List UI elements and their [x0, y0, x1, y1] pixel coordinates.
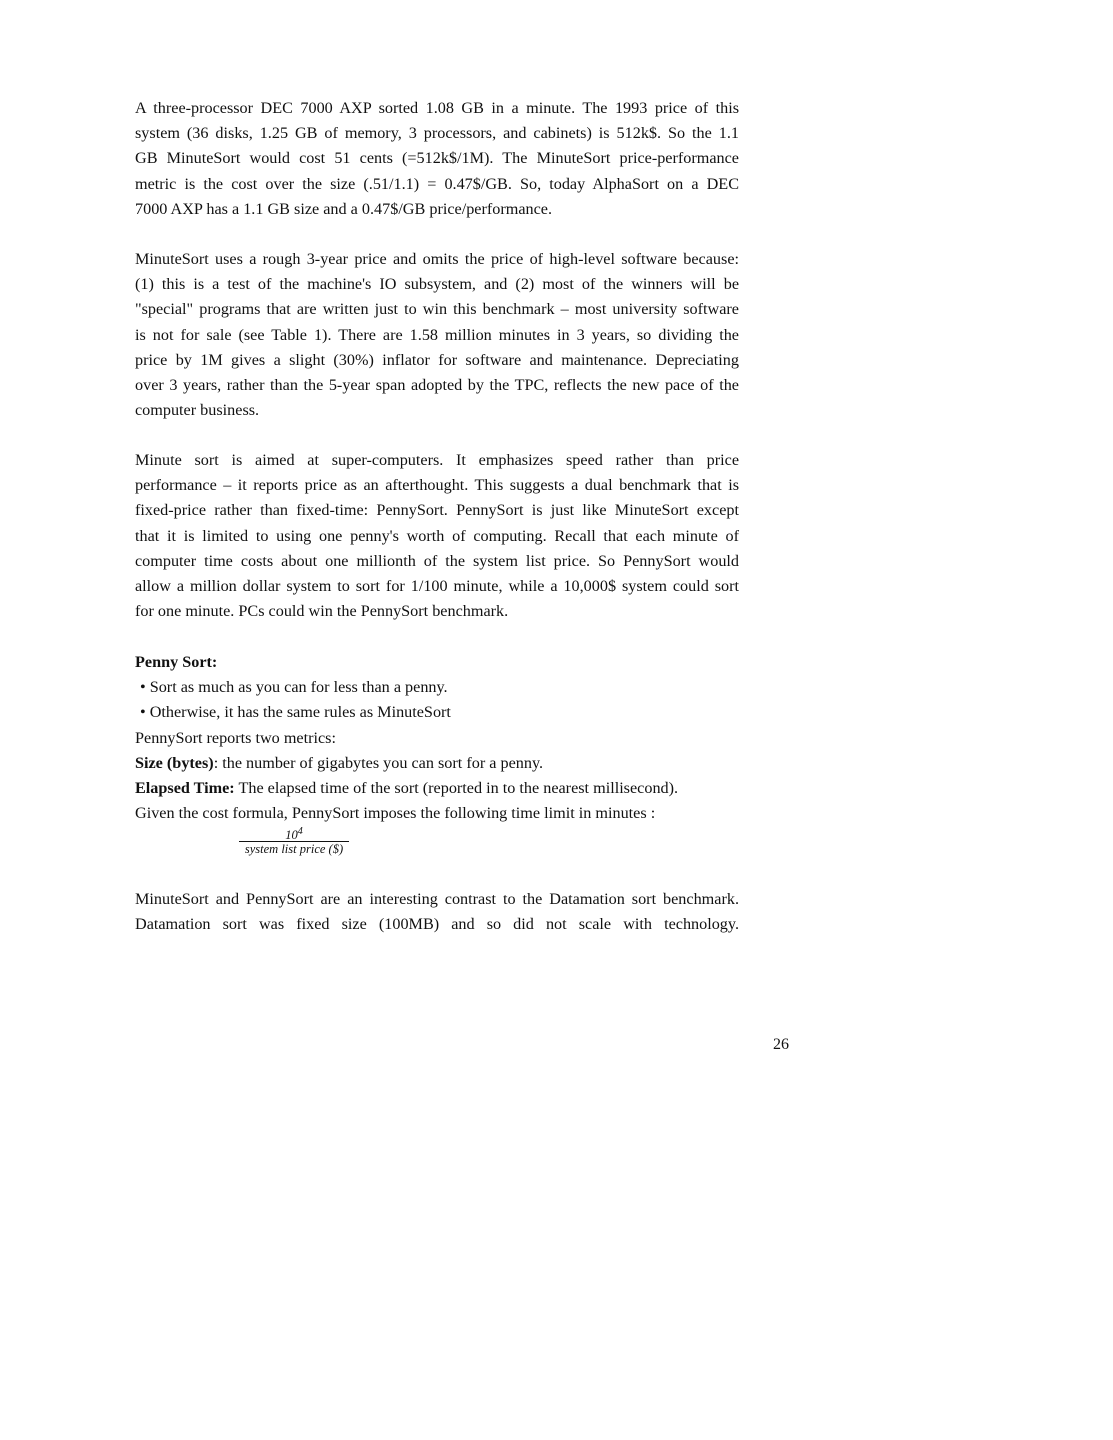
text-line: Datamation sort was fixed size (100MB) and so did not scale with technology.: [135, 915, 739, 934]
section-heading: Penny Sort:: [135, 653, 218, 671]
text-line: performance – it reports price as an afterthought. This suggests a dual benchmark that is: [135, 476, 739, 495]
text-line: computer time costs about one millionth of the system list price. So PennySort would: [135, 551, 739, 570]
text-line: allow a million dollar system to sort for 1/100 minute, while a 10,000$ system could sort: [135, 576, 739, 595]
page-number: 26: [773, 1036, 789, 1053]
paragraph-datamation-contrast: [135, 887, 739, 937]
bullet-item: • Otherwise, it has the same rules as MinuteSort: [140, 703, 451, 722]
paragraph-alphasort-price: [135, 96, 739, 222]
text-line: "special" programs that are written just to win this benchmark – most university software: [135, 300, 739, 319]
text-line: for one minute. PCs could win the PennySort benchmark.: [135, 602, 509, 621]
formula-intro: Given the cost formula, PennySort imposes the following time limit in minutes :: [135, 804, 656, 823]
time-limit-formula: [239, 824, 349, 857]
text-line: 7000 AXP has a 1.1 GB size and a 0.47$/GB price/performance.: [135, 199, 553, 218]
text-line: MinuteSort uses a rough 3-year price and omits the price of high-level software because:: [135, 250, 739, 268]
text-line: A three-processor DEC 7000 AXP sorted 1.08 GB in a minute. The 1993 price of this: [135, 99, 739, 117]
text-line: over 3 years, rather than the 5-year span adopted by the TPC, reflects the new pace of the: [135, 375, 739, 394]
text-line: is not for sale (see Table 1). There are 1.58 million minutes in 3 years, so dividing the: [135, 325, 739, 344]
formula-numerator: $10^4$: [239, 824, 349, 842]
penny-sort-definition: [135, 650, 739, 826]
text-line: system (36 disks, 1.25 GB of memory, 3 processors, and cabinets) is 512k$. So the 1.1: [135, 124, 739, 143]
text-line: computer business.: [135, 401, 260, 420]
metric-elapsed-time: Elapsed Time: The elapsed time of the sort (reported in to the nearest millisecond).: [135, 778, 679, 797]
text-line: GB MinuteSort would cost 51 cents (=512k$/1M). The MinuteSort price-performance: [135, 149, 739, 168]
text-line: Minute sort is aimed at super-computers. It emphasizes speed rather than price: [135, 451, 739, 469]
paragraph-pennysort-intro: [135, 448, 739, 624]
text-line: MinuteSort and PennySort are an interesting contrast to the Datamation sort benchmark.: [135, 890, 739, 908]
paragraph-minutesort-pricing: [135, 247, 739, 423]
text-line: metric is the cost over the size (.51/1.1) = 0.47$/GB. So, today AlphaSort on a DEC: [135, 174, 739, 193]
metric-size: Size (bytes): the number of gigabytes you can sort for a penny.: [135, 753, 544, 772]
text-line: fixed-price rather than fixed-time: PennySort. PennySort is just like MinuteSort except: [135, 501, 739, 520]
text-line: price by 1M gives a slight (30%) inflator for software and maintenance. Depreciating: [135, 350, 739, 369]
bullet-item: • Sort as much as you can for less than a penny.: [140, 678, 448, 697]
formula-denominator: system list price ($): [244, 842, 344, 856]
text-line: (1) this is a test of the machine's IO subsystem, and (2) most of the winners will be: [135, 275, 739, 294]
metrics-intro: PennySort reports two metrics:: [135, 728, 336, 747]
text-line: that it is limited to using one penny's worth of computing. Recall that each minute of: [135, 526, 739, 545]
